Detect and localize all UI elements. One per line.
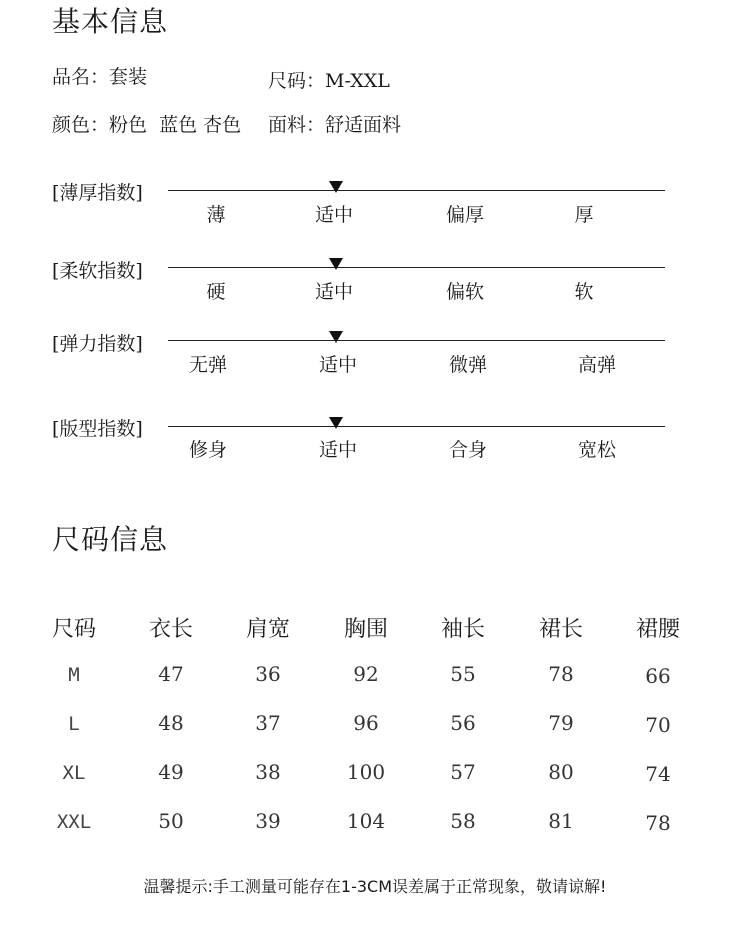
index-option: 软 bbox=[574, 281, 594, 303]
index-option: 厚 bbox=[574, 204, 594, 226]
color-value: 粉色 蓝色 杏色 bbox=[109, 114, 242, 136]
index-label: [薄厚指数] bbox=[52, 182, 143, 204]
table-cell: 70 bbox=[645, 713, 671, 737]
index-label: [弹力指数] bbox=[52, 333, 143, 355]
product-name-row bbox=[52, 62, 147, 89]
table-cell: 55 bbox=[450, 662, 476, 686]
index-option: 无弹 bbox=[188, 354, 227, 376]
index-line bbox=[168, 190, 665, 191]
size-table-header-cell: 裙长 bbox=[538, 617, 583, 642]
table-cell: 50 bbox=[158, 809, 184, 833]
measurement-note: 温馨提示:手工测量可能存在1-3CM误差属于正常现象，敬请谅解! bbox=[143, 877, 607, 896]
table-cell: 79 bbox=[548, 711, 574, 735]
table-cell: 57 bbox=[450, 760, 476, 784]
index-option: 偏软 bbox=[445, 281, 484, 303]
index-option: 适中 bbox=[314, 204, 353, 226]
size-table-header-cell: 裙腰 bbox=[635, 617, 680, 642]
index-label: [版型指数] bbox=[52, 418, 143, 440]
color-label: 颜色： bbox=[52, 114, 110, 136]
table-cell: 74 bbox=[645, 762, 671, 786]
index-line bbox=[168, 426, 665, 427]
table-cell: 66 bbox=[645, 664, 671, 688]
color-row bbox=[52, 110, 241, 137]
size-cell: XXL bbox=[56, 811, 92, 833]
index-option: 硬 bbox=[206, 281, 226, 303]
product-name-label: 品名： bbox=[52, 66, 110, 88]
index-line bbox=[168, 340, 665, 341]
index-option: 宽松 bbox=[577, 439, 616, 461]
table-cell: 92 bbox=[353, 662, 379, 686]
index-option: 高弹 bbox=[577, 354, 616, 376]
table-cell: 56 bbox=[450, 711, 476, 735]
basic-info-title: 基本信息 bbox=[52, 5, 169, 38]
size-cell: XL bbox=[62, 762, 86, 784]
index-option: 适中 bbox=[318, 439, 357, 461]
size-range-label: 尺码： bbox=[268, 70, 326, 92]
size-cell: L bbox=[68, 713, 80, 735]
size-table-header-cell: 袖长 bbox=[440, 617, 485, 642]
table-cell: 58 bbox=[450, 809, 476, 833]
index-option: 偏厚 bbox=[445, 204, 484, 226]
index-line bbox=[168, 267, 665, 268]
table-cell: 38 bbox=[255, 760, 281, 784]
table-cell: 81 bbox=[548, 809, 574, 833]
index-option: 薄 bbox=[206, 204, 226, 226]
table-cell: 96 bbox=[353, 711, 379, 735]
table-cell: 78 bbox=[645, 811, 671, 835]
size-range-value: M-XXL bbox=[325, 70, 390, 92]
table-cell: 78 bbox=[548, 662, 574, 686]
table-cell: 37 bbox=[255, 711, 281, 735]
table-cell: 48 bbox=[158, 711, 184, 735]
size-info-title: 尺码信息 bbox=[52, 523, 169, 556]
table-cell: 47 bbox=[158, 662, 184, 686]
size-table-header-cell: 肩宽 bbox=[245, 617, 290, 642]
fabric-value: 舒适面料 bbox=[325, 114, 402, 136]
index-option: 适中 bbox=[318, 354, 357, 376]
table-cell: 36 bbox=[255, 662, 281, 686]
size-table-header-cell: 胸围 bbox=[343, 617, 388, 642]
index-marker bbox=[329, 258, 343, 270]
fabric-row bbox=[268, 110, 401, 137]
index-option: 修身 bbox=[188, 439, 227, 461]
size-cell: M bbox=[68, 664, 80, 686]
index-marker bbox=[329, 331, 343, 343]
table-cell: 100 bbox=[346, 760, 386, 784]
index-marker bbox=[329, 417, 343, 429]
index-option: 适中 bbox=[314, 281, 353, 303]
product-name-value: 套装 bbox=[109, 66, 148, 88]
index-option: 合身 bbox=[448, 439, 487, 461]
table-cell: 104 bbox=[346, 809, 386, 833]
size-table-header-cell: 衣长 bbox=[148, 617, 193, 642]
size-range-row bbox=[268, 66, 390, 93]
table-cell: 80 bbox=[548, 760, 574, 784]
fabric-label: 面料： bbox=[268, 114, 326, 136]
index-option: 微弹 bbox=[448, 354, 487, 376]
table-cell: 39 bbox=[255, 809, 281, 833]
index-label: [柔软指数] bbox=[52, 260, 143, 282]
size-table-header-cell: 尺码 bbox=[51, 617, 96, 642]
table-cell: 49 bbox=[158, 760, 184, 784]
index-marker bbox=[329, 181, 343, 193]
